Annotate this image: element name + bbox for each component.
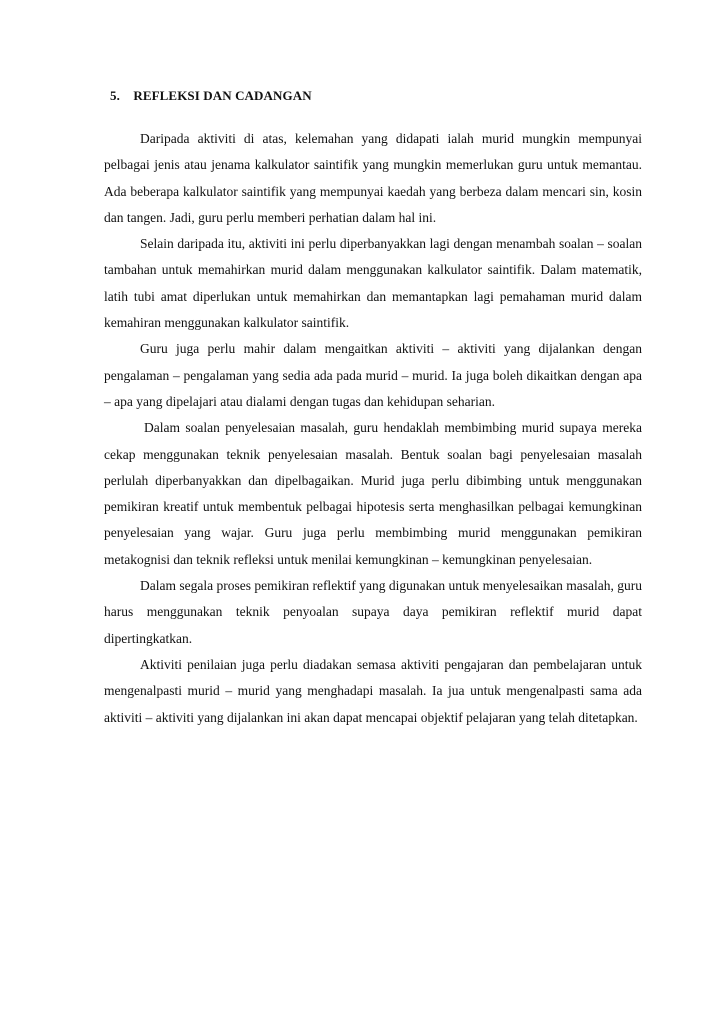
paragraph-relate-experience: Guru juga perlu mahir dalam mengaitkan aktiviti – aktiviti yang dijalankan dengan pengalaman – pengalaman yang sedia ada pada murid – murid. Ia juga boleh dikaitkan dengan apa – apa yang dipelajari atau dialami dengan tugas dan kehidupan seharian. [104,341,642,409]
paragraph-assessment: Aktiviti penilaian juga perlu diadakan semasa aktiviti pengajaran dan pembelajaran untuk mengenalpasti murid – murid yang menghadapi masalah. Ia jua untuk mengenalpasti sama ada aktiviti – aktiviti yang dijalankan ini akan dapat mencapai objektif pelajaran yang telah ditetapkan. [104,656,642,725]
paragraph-weaknesses: Daripada aktiviti di atas, kelemahan yang didapati ialah murid mungkin mempunyai pelbagai jenis atau jenama kalkulator saintifik yang mungkin memerlukan guru untuk memantau. Ada beberapa kalkulator saintifik yang mempunyai kaedah yang berbeza dalam mencari sin, kosin dan tangen. Jadi, guru perlu memberi perhatian dalam hal ini. [104,131,642,225]
section-body [104,126,642,731]
section-heading [110,88,312,104]
paragraph-reflective-thinking: Dalam segala proses pemikiran reflektif yang digunakan untuk menyelesaikan masalah, guru harus menggunakan teknik penyoalan supaya daya pemikiran reflektif murid dapat dipertingkatkan. [104,578,642,646]
paragraph-more-exercises: Selain daripada itu, aktiviti ini perlu diperbanyakkan lagi dengan menambah soalan – soalan tambahan untuk memahirkan murid dalam menggunakan kalkulator saintifik. Dalam matematik, latih tubi amat diperlukan untuk memahirkan dan memantapkan lagi pemahaman murid dalam kemahiran menggunakan kalkulator saintifik. [104,236,642,331]
section-title: REFLEKSI DAN CADANGAN [133,88,312,103]
paragraph-problem-solving: Dalam soalan penyelesaian masalah, guru hendaklah membimbing murid supaya mereka cekap menggunakan teknik penyelesaian masalah. Bentuk soalan bagi penyelesaian masalah perlulah diperbanyakkan dan dipelbagaikan. Murid juga perlu dibimbing untuk menggunakan pemikiran kreatif untuk membentuk pelbagai hipotesis serta menghasilkan pelbagai kemungkinan penyelesaian yang wajar. Guru juga perlu membimbing murid menggunakan pemikiran metakognisi dan teknik refleksi untuk menilai kemungkinan – kemungkinan penyelesaian. [104,420,642,567]
section-number: 5. [110,88,120,103]
